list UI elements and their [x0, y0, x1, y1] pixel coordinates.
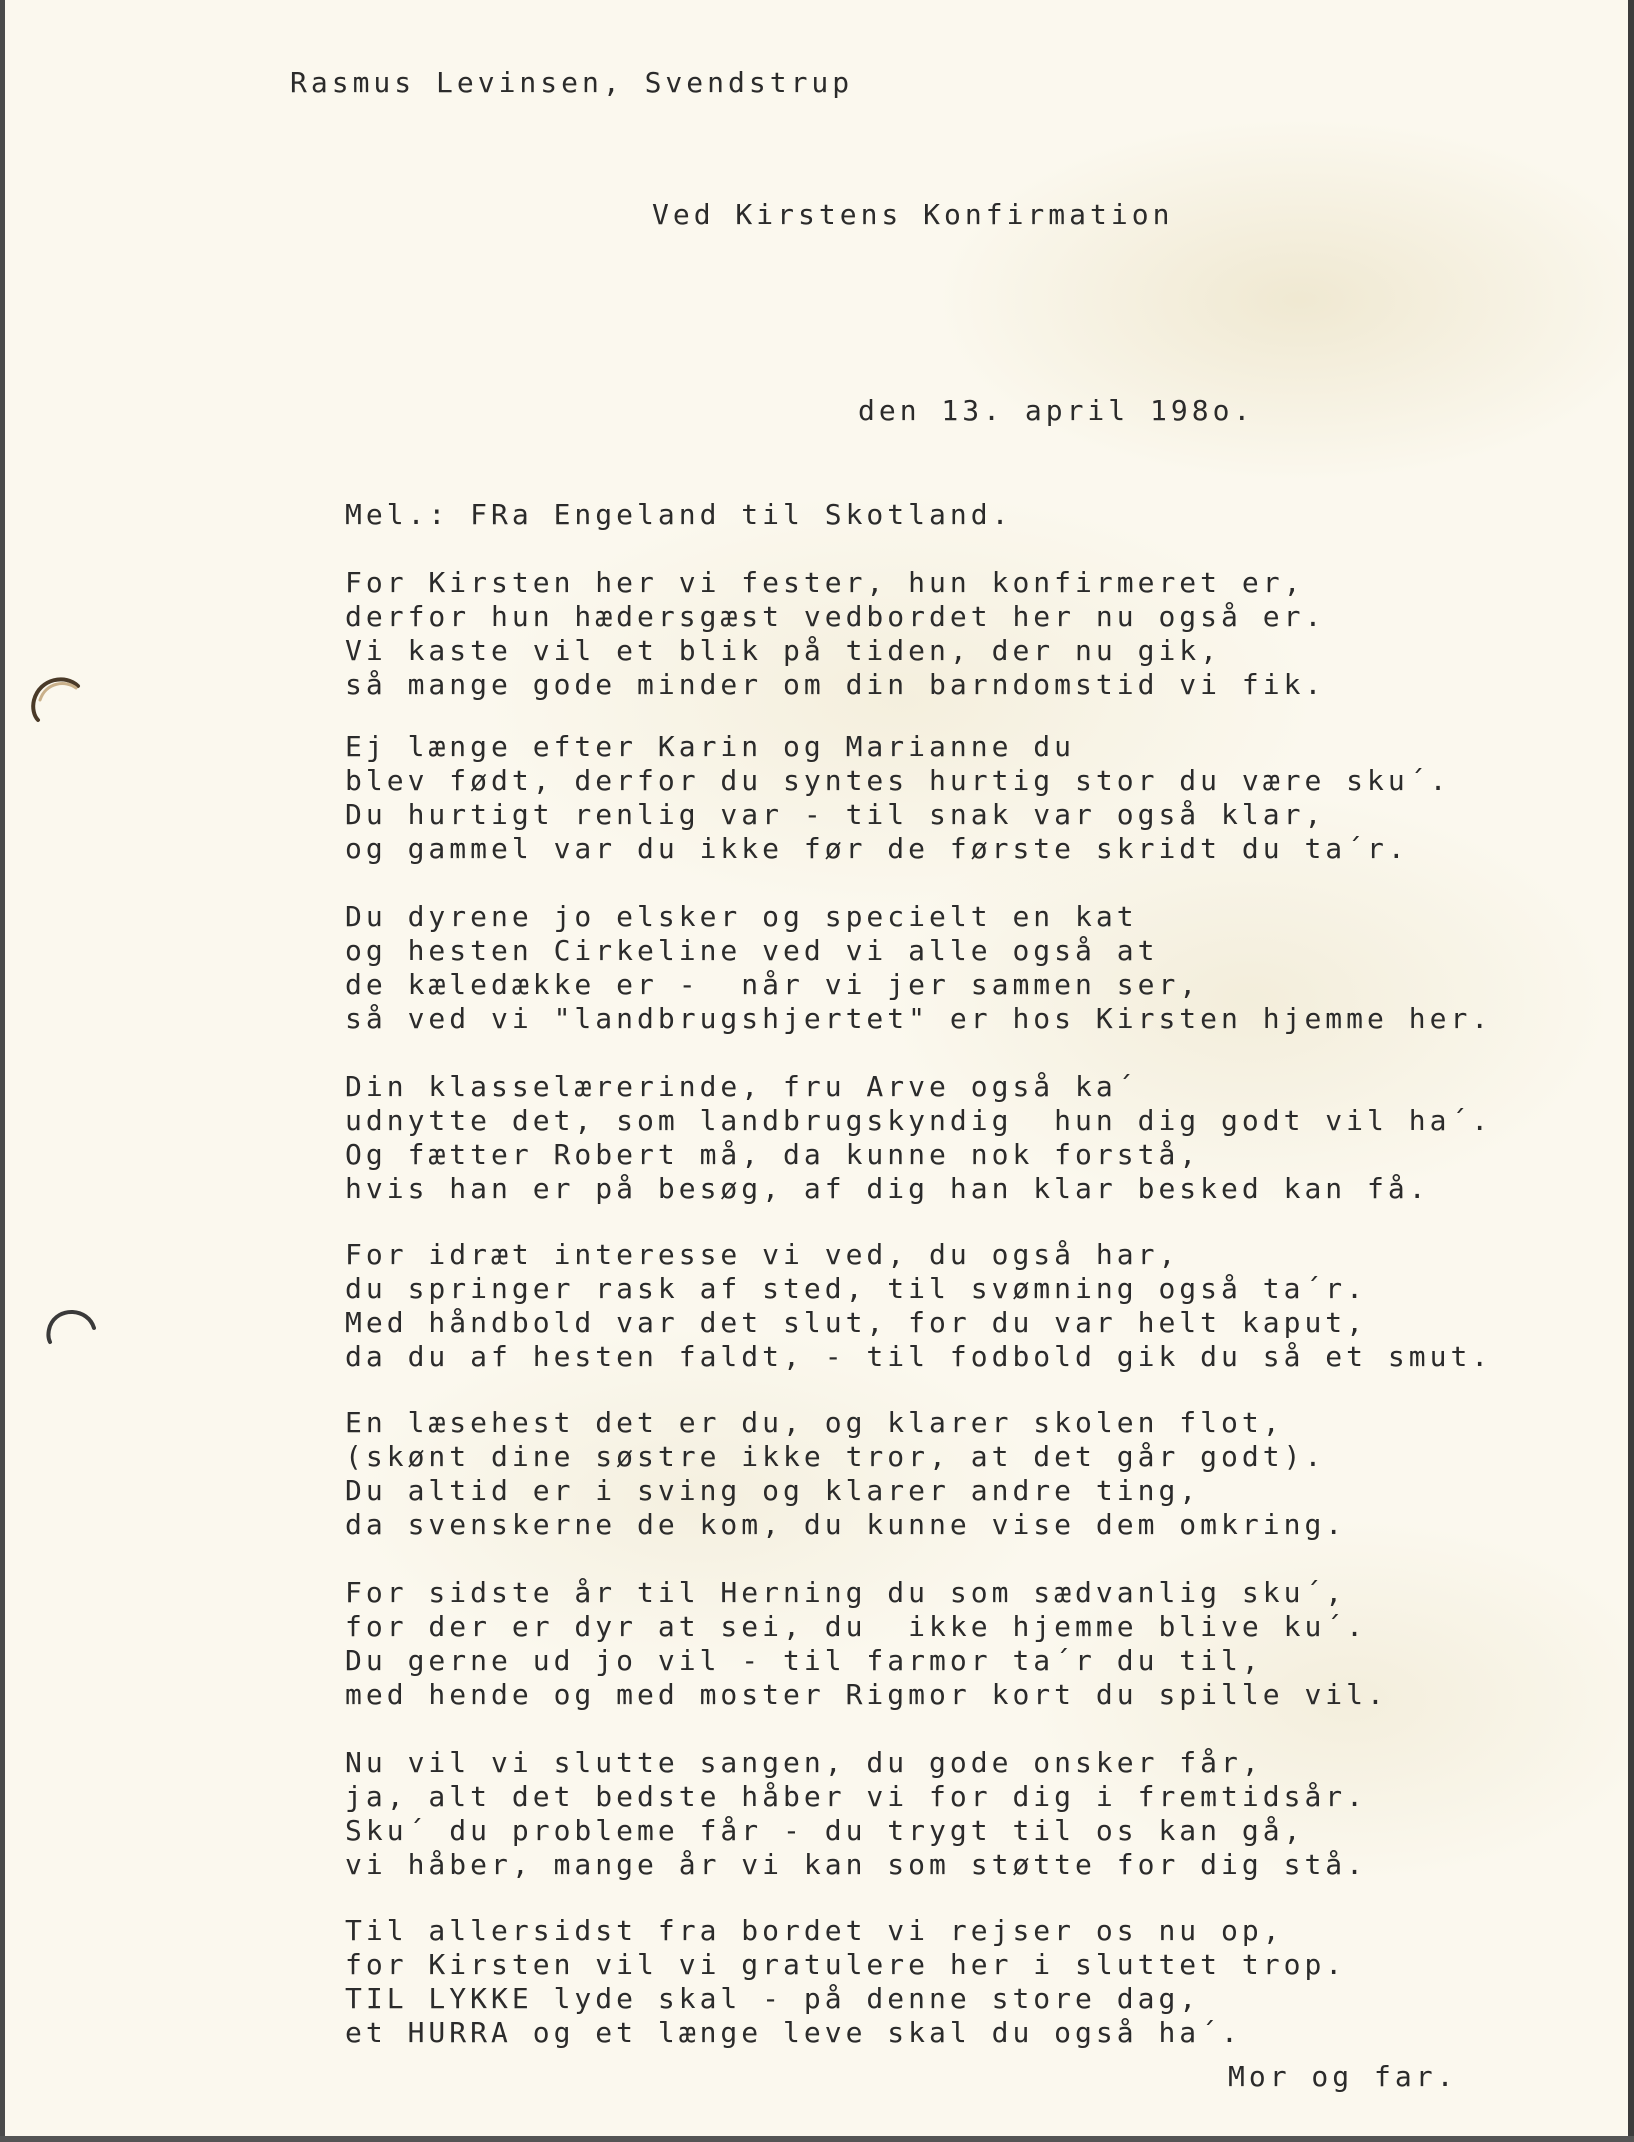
stanza [345, 730, 1450, 866]
verse-line: hvis han er på besøg, af dig han klar besked kan få. [345, 1172, 1430, 1205]
verse-line: Ej længe efter Karin og Marianne du [345, 730, 1076, 763]
verse-line: For sidste år til Herning du som sædvanlig sku´, [345, 1576, 1347, 1609]
verse-line: og hesten Cirkeline ved vi alle også at [345, 934, 1159, 967]
signature-line: Mor og far. [1228, 2060, 1458, 2093]
verse-line: Du dyrene jo elsker og specielt en kat [345, 900, 1138, 933]
verse-line: så ved vi "landbrugshjertet" er hos Kirsten hjemme her. [345, 1002, 1493, 1035]
stanza [345, 566, 1325, 702]
verse-line: vi håber, mange år vi kan som støtte for dig stå. [345, 1848, 1368, 1881]
verse-line: Du gerne ud jo vil - til farmor ta´r du til, [345, 1644, 1263, 1677]
verse-line: Med håndbold var det slut, for du var helt kaput, [345, 1306, 1368, 1339]
verse-line: ja, alt det bedste håber vi for dig i fremtidsår. [345, 1780, 1368, 1813]
verse-line: og gammel var du ikke før de første skridt du ta´r. [345, 832, 1409, 865]
verse-line: For idræt interesse vi ved, du også har, [345, 1238, 1180, 1271]
verse-line: da svenskerne de kom, du kunne vise dem omkring. [345, 1508, 1347, 1541]
verse-line: For Kirsten her vi fester, hun konfirmeret er, [345, 566, 1305, 599]
punch-hole-icon [26, 672, 86, 732]
verse-line: Og fætter Robert må, da kunne nok forstå, [345, 1138, 1201, 1171]
verse-line: En læsehest det er du, og klarer skolen flot, [345, 1406, 1284, 1439]
verse-line: derfor hun hædersgæst vedbordet her nu også er. [345, 600, 1326, 633]
stanza [345, 900, 1492, 1036]
verse-line: Nu vil vi slutte sangen, du gode onsker får, [345, 1746, 1263, 1779]
verse-line: udnytte det, som landbrugskyndig hun dig godt vil ha´. [345, 1104, 1493, 1137]
verse-line: for der er dyr at sei, du ikke hjemme blive ku´. [345, 1610, 1368, 1643]
verse-line: med hende og med moster Rigmor kort du spille vil. [345, 1678, 1388, 1711]
verse-line: Din klasselærerinde, fru Arve også ka´ [345, 1070, 1138, 1103]
stanza [345, 1406, 1346, 1542]
verse-line: blev født, derfor du syntes hurtig stor du være sku´. [345, 764, 1451, 797]
scan-edge-right [1628, 0, 1634, 2142]
stanza [345, 1746, 1367, 1882]
stanza [345, 1576, 1388, 1712]
sender-line: Rasmus Levinsen, Svendstrup [290, 66, 854, 99]
verse-line: så mange gode minder om din barndomstid vi fik. [345, 668, 1326, 701]
verse-line: Du altid er i sving og klarer andre ting, [345, 1474, 1201, 1507]
verse-line: da du af hesten faldt, - til fodbold gik du så et smut. [345, 1340, 1493, 1373]
verse-line: et HURRA og et længe leve skal du også ha´. [345, 2016, 1242, 2049]
scan-edge-left [0, 0, 5, 2142]
stanza [345, 1238, 1492, 1374]
verse-line: Til allersidst fra bordet vi rejser os nu op, [345, 1914, 1284, 1947]
stanza [345, 1070, 1492, 1206]
verse-line: du springer rask af sted, til svømning også ta´r. [345, 1272, 1368, 1305]
stanza [345, 1914, 1346, 2050]
verse-line: de kæledække er - når vi jer sammen ser, [345, 968, 1201, 1001]
document-title: Ved Kirstens Konfirmation [652, 198, 1174, 231]
verse-line: Sku´ du probleme får - du trygt til os kan gå, [345, 1814, 1305, 1847]
verse-line: for Kirsten vil vi gratulere her i sluttet trop. [345, 1948, 1347, 1981]
date-line: den 13. april 198o. [858, 394, 1255, 427]
verse-line: (skønt dine søstre ikke tror, at det går godt). [345, 1440, 1326, 1473]
punch-hole-icon [40, 1302, 100, 1362]
verse-line: TIL LYKKE lyde skal - på denne store dag, [345, 1982, 1201, 2015]
scan-edge-bottom [0, 2136, 1634, 2142]
verse-line: Vi kaste vil et blik på tiden, der nu gik, [345, 634, 1222, 667]
melody-line: Mel.: FRa Engeland til Skotland. [345, 498, 1013, 531]
verse-line: Du hurtigt renlig var - til snak var også klar, [345, 798, 1326, 831]
